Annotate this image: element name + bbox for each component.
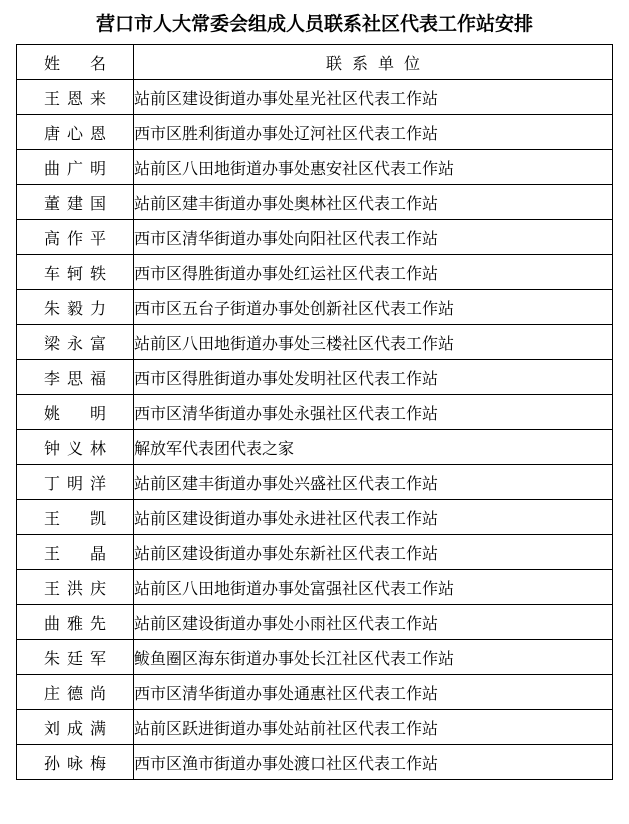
table-row — [17, 640, 613, 675]
cell-name-text: 曲广明 — [44, 158, 106, 178]
cell-unit: 站前区建设街道办事处星光社区代表工作站 — [134, 80, 613, 115]
table-row — [17, 80, 613, 115]
table-row — [17, 745, 613, 780]
table-row — [17, 500, 613, 535]
cell-name — [17, 360, 134, 395]
cell-name-text: 王 凯 — [44, 508, 106, 528]
cell-unit: 站前区建设街道办事处东新社区代表工作站 — [134, 535, 613, 570]
cell-name-text: 梁永富 — [44, 333, 106, 353]
cell-name-text: 王 晶 — [44, 543, 106, 563]
table-row — [17, 325, 613, 360]
cell-unit: 鲅鱼圈区海东街道办事处长江社区代表工作站 — [134, 640, 613, 675]
cell-name — [17, 710, 134, 745]
arrangement-table — [16, 44, 613, 780]
cell-name-text: 王洪庆 — [44, 578, 106, 598]
cell-name-text: 曲雅先 — [44, 613, 106, 633]
cell-name — [17, 115, 134, 150]
cell-name — [17, 675, 134, 710]
cell-unit: 西市区清华街道办事处向阳社区代表工作站 — [134, 220, 613, 255]
cell-name — [17, 325, 134, 360]
cell-name-text: 庄德尚 — [44, 683, 106, 703]
table-row — [17, 255, 613, 290]
cell-unit: 站前区建设街道办事处小雨社区代表工作站 — [134, 605, 613, 640]
cell-name — [17, 570, 134, 605]
table-row — [17, 465, 613, 500]
cell-unit: 站前区建设街道办事处永进社区代表工作站 — [134, 500, 613, 535]
cell-unit: 西市区清华街道办事处永强社区代表工作站 — [134, 395, 613, 430]
column-header-name-text: 姓 名 — [44, 53, 106, 73]
cell-name-text: 高作平 — [44, 228, 106, 248]
cell-name-text: 车轲轶 — [44, 263, 106, 283]
cell-unit: 站前区跃进街道办事处站前社区代表工作站 — [134, 710, 613, 745]
column-header-name — [17, 45, 134, 80]
cell-name — [17, 500, 134, 535]
cell-name — [17, 640, 134, 675]
cell-name-text: 唐心恩 — [44, 123, 106, 143]
table-row — [17, 115, 613, 150]
cell-name-text: 孙咏梅 — [44, 753, 106, 773]
document-page — [0, 9, 629, 824]
cell-name-text: 王恩来 — [44, 88, 106, 108]
cell-name-text: 朱毅力 — [44, 298, 106, 318]
cell-unit: 站前区建丰街道办事处奥林社区代表工作站 — [134, 185, 613, 220]
cell-unit: 解放军代表团代表之家 — [134, 430, 613, 465]
table-row — [17, 710, 613, 745]
cell-name-text: 钟义林 — [44, 438, 106, 458]
cell-name — [17, 395, 134, 430]
table-row — [17, 430, 613, 465]
cell-name — [17, 185, 134, 220]
cell-unit: 站前区建丰街道办事处兴盛社区代表工作站 — [134, 465, 613, 500]
table-body — [17, 80, 613, 780]
cell-name — [17, 605, 134, 640]
table-row — [17, 535, 613, 570]
cell-name-text: 姚 明 — [44, 403, 106, 423]
table-header-row — [17, 45, 613, 80]
cell-name — [17, 255, 134, 290]
column-header-unit-text: 联系单位 — [325, 53, 430, 73]
cell-name-text: 董建国 — [44, 193, 106, 213]
cell-name — [17, 430, 134, 465]
cell-unit: 西市区胜利街道办事处辽河社区代表工作站 — [134, 115, 613, 150]
cell-unit: 西市区得胜街道办事处红运社区代表工作站 — [134, 255, 613, 290]
cell-name — [17, 535, 134, 570]
column-header-unit — [134, 45, 613, 80]
cell-unit: 站前区八田地街道办事处三楼社区代表工作站 — [134, 325, 613, 360]
cell-name-text: 刘成满 — [44, 718, 106, 738]
cell-unit: 西市区五台子街道办事处创新社区代表工作站 — [134, 290, 613, 325]
table-row — [17, 290, 613, 325]
cell-unit: 西市区得胜街道办事处发明社区代表工作站 — [134, 360, 613, 395]
table-row — [17, 220, 613, 255]
cell-name — [17, 290, 134, 325]
cell-name-text: 丁明洋 — [44, 473, 106, 493]
table-row — [17, 675, 613, 710]
table-row — [17, 605, 613, 640]
table-row — [17, 185, 613, 220]
page-title: 营口市人大常委会组成人员联系社区代表工作站安排 — [95, 13, 533, 35]
cell-name — [17, 80, 134, 115]
cell-unit: 西市区渔市街道办事处渡口社区代表工作站 — [134, 745, 613, 780]
cell-name-text: 朱廷军 — [44, 648, 106, 668]
table-row — [17, 360, 613, 395]
table-row — [17, 150, 613, 185]
table-row — [17, 570, 613, 605]
cell-unit: 西市区清华街道办事处通惠社区代表工作站 — [134, 675, 613, 710]
cell-unit: 站前区八田地街道办事处富强社区代表工作站 — [134, 570, 613, 605]
cell-unit: 站前区八田地街道办事处惠安社区代表工作站 — [134, 150, 613, 185]
cell-name — [17, 220, 134, 255]
cell-name — [17, 465, 134, 500]
cell-name — [17, 150, 134, 185]
cell-name — [17, 745, 134, 780]
cell-name-text: 李思福 — [44, 368, 106, 388]
table-row — [17, 395, 613, 430]
